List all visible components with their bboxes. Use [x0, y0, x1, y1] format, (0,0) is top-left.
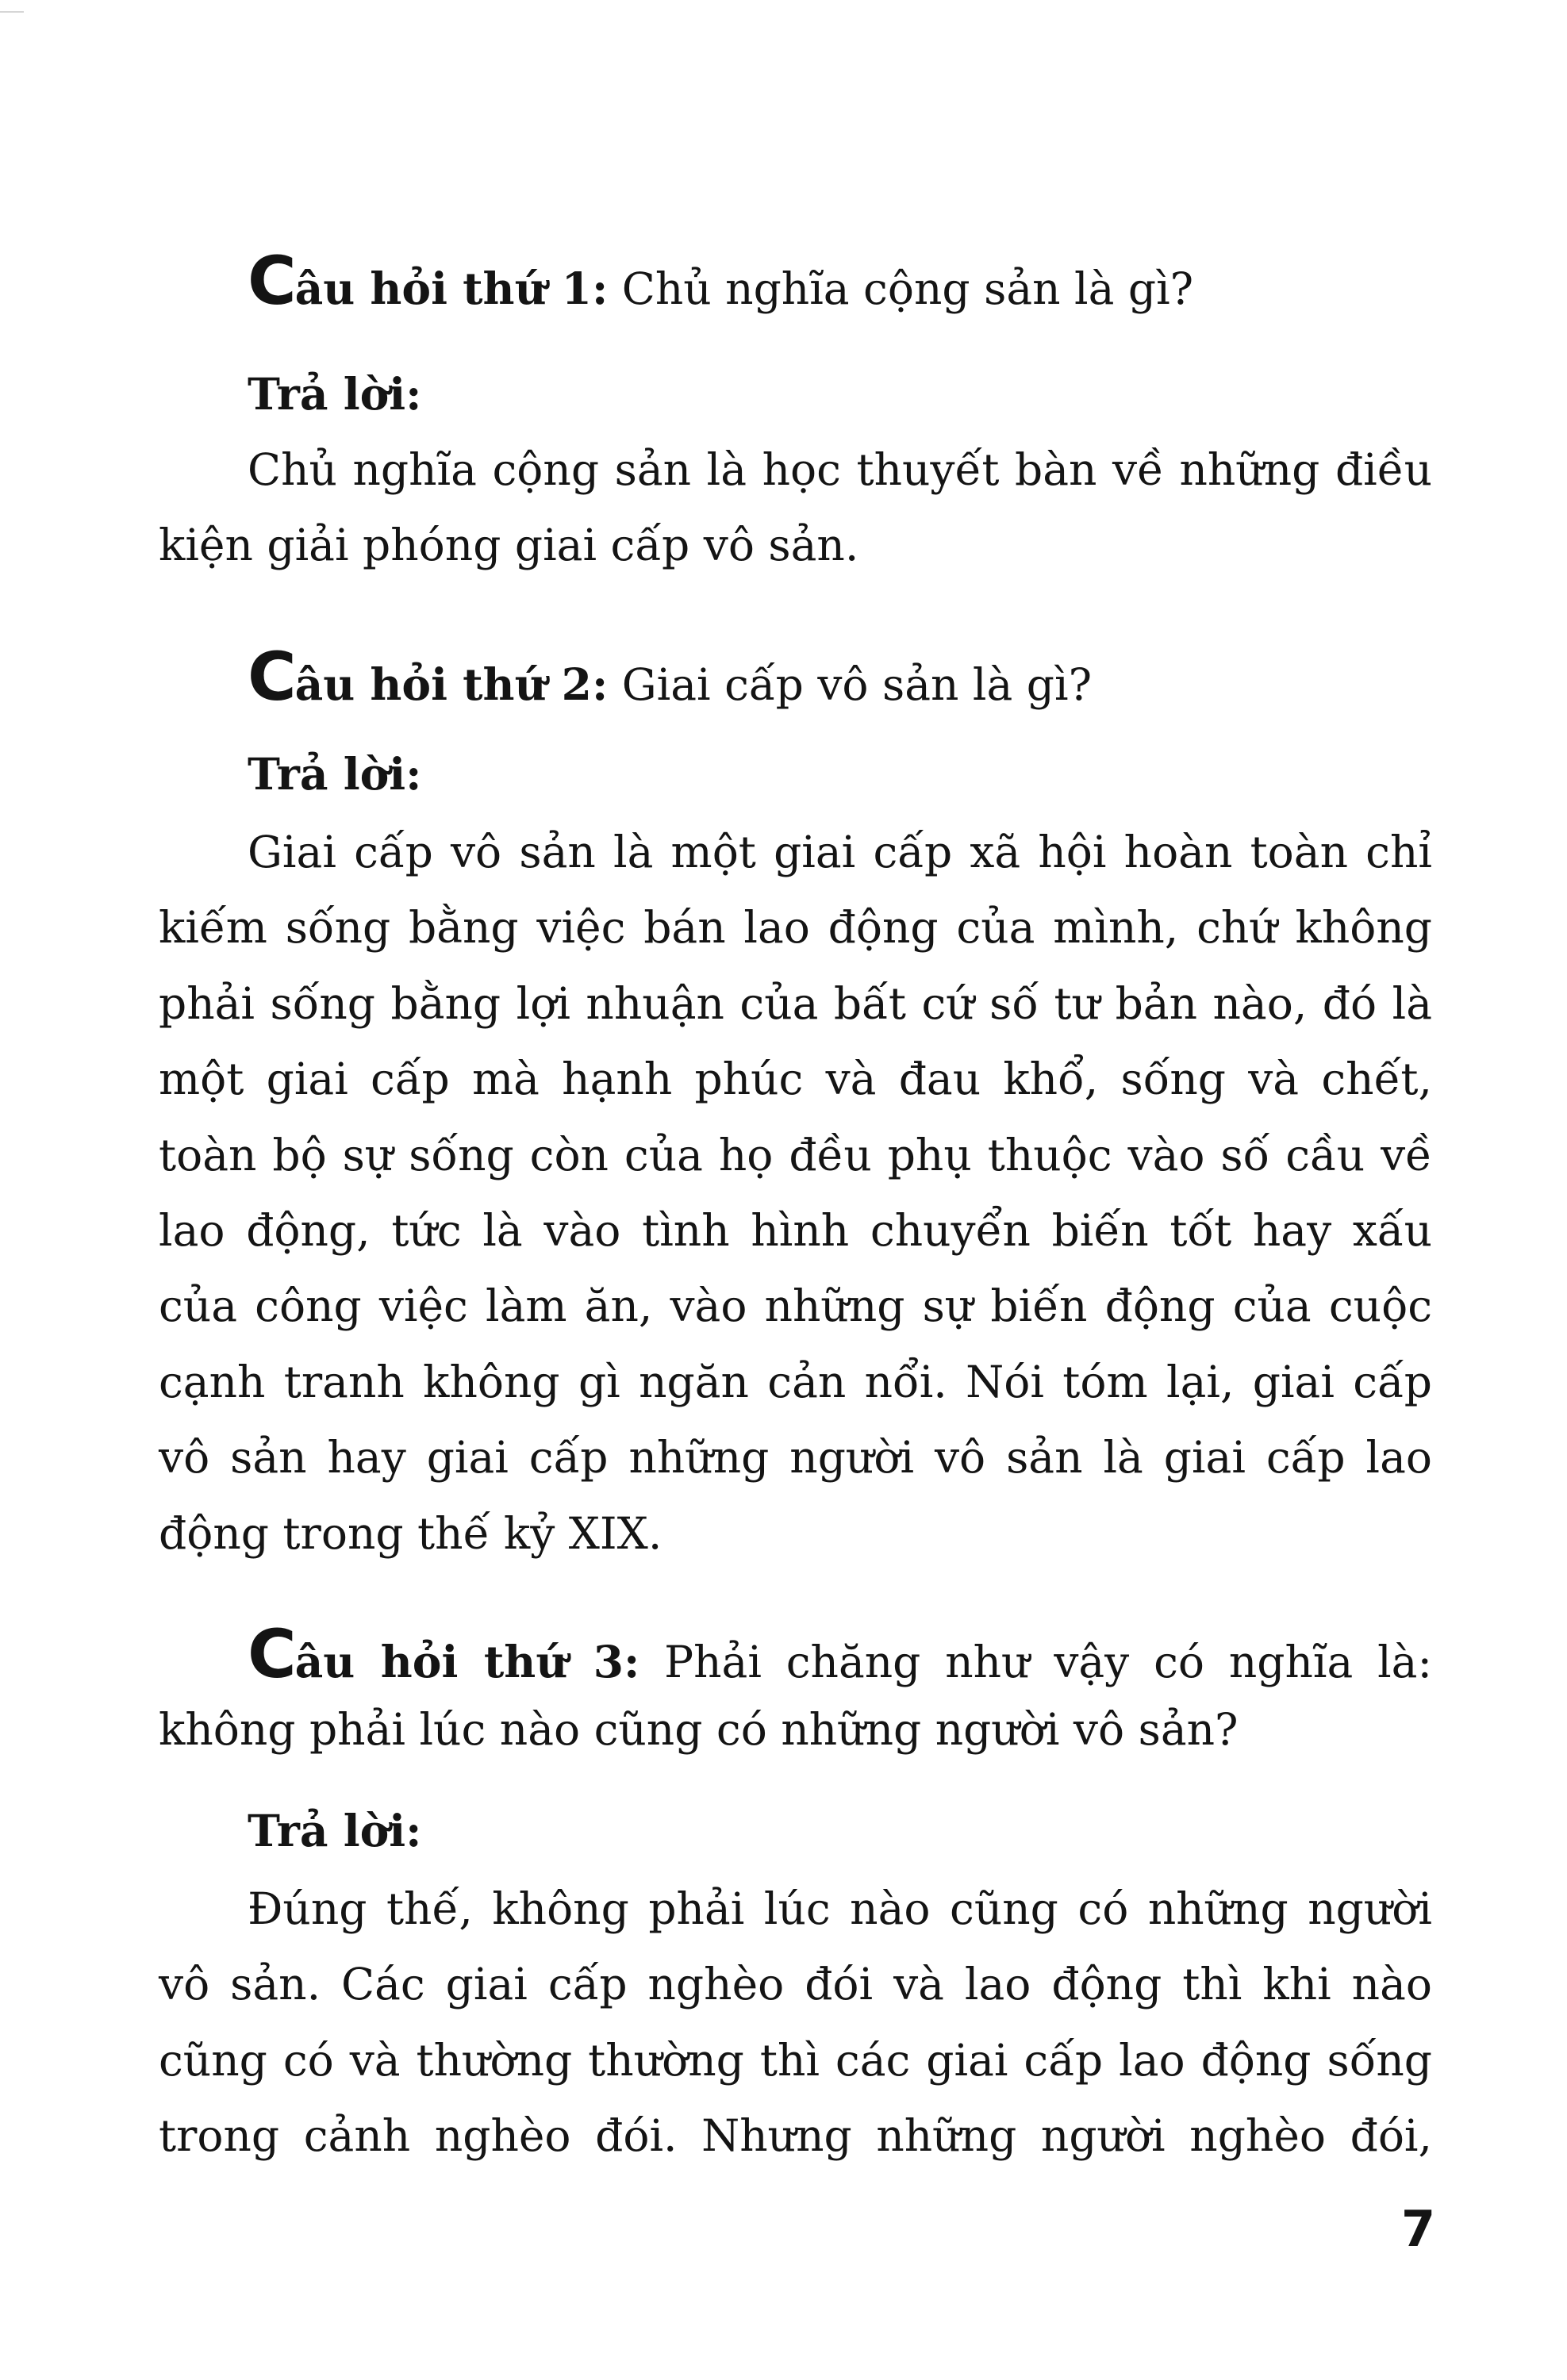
answer-line: Giai cấp vô sản là một giai cấp xã hội hoàn toàn chỉ [248, 827, 1432, 877]
answer-line: cạnh tranh không gì ngăn cản nổi. Nói tóm lại, giai cấp [159, 1356, 1432, 1407]
answer-2-text [159, 815, 1432, 1572]
answer-line: vô sản hay giai cấp những người vô sản là giai cấp lao [159, 1432, 1432, 1484]
answer-line: động trong thế kỷ XIX. [159, 1507, 663, 1559]
label-rest: âu hỏi thứ 2: [294, 658, 609, 710]
drop-initial: C [248, 638, 295, 716]
answer-3-label: Trả lời: [248, 1805, 422, 1856]
label-rest: âu hỏi thứ 1: [294, 263, 609, 314]
answer-line: trong cảnh nghèo đói. Nhưng những người nghèo đói, [159, 2110, 1432, 2162]
drop-initial: C [248, 1615, 295, 1693]
answer-line: một giai cấp mà hạnh phúc và đau khổ, sống và chết, [159, 1054, 1432, 1105]
question-2 [248, 639, 1092, 723]
answer-2-label: Trả lời: [248, 748, 422, 800]
answer-line: Chủ nghĩa cộng sản là học thuyết bàn về những điều [248, 444, 1432, 495]
answer-line: kiện giải phóng giai cấp vô sản. [159, 520, 859, 571]
question-3-line-1 [248, 1616, 1432, 1700]
label-rest: âu hỏi thứ 3: [294, 1636, 640, 1687]
question-3-label [248, 1615, 640, 1693]
question-3-text-line-2: không phải lúc nào cũng có những người vô sản? [159, 1704, 1239, 1755]
question-2-text: Giai cấp vô sản là gì? [621, 659, 1093, 710]
answer-line: kiếm sống bằng việc bán lao động của mình, chứ không [159, 902, 1432, 954]
question-1-text: Chủ nghĩa cộng sản là gì? [621, 263, 1194, 314]
answer-line: Đúng thế, không phải lúc nào cũng có những người [248, 1883, 1432, 1934]
answer-line: toàn bộ sự sống còn của họ đều phụ thuộc vào số cầu về [159, 1129, 1432, 1180]
answer-1-text [159, 432, 1432, 584]
answer-line: lao động, tức là vào tình hình chuyển biến tốt hay xấu [159, 1205, 1432, 1257]
answer-1-label: Trả lời: [248, 368, 422, 420]
question-1 [248, 243, 1193, 327]
answer-line: vô sản. Các giai cấp nghèo đói và lao động thì khi nào [159, 1959, 1432, 2010]
answer-line: phải sống bằng lợi nhuận của bất cứ số tư bản nào, đó là [159, 977, 1432, 1029]
answer-line: của công việc làm ăn, vào những sự biến động của cuộc [159, 1280, 1432, 1332]
question-1-label [248, 242, 609, 320]
answer-3-text [159, 1871, 1432, 2175]
question-3 [248, 1616, 1432, 1700]
page-number: 7 [1401, 2200, 1436, 2258]
scan-edge-mark [0, 11, 24, 13]
question-2-label [248, 638, 609, 716]
answer-line: cũng có và thường thường thì các giai cấp lao động sống [159, 2034, 1432, 2086]
question-3-continuation [159, 1691, 1239, 1768]
question-3-text: Phải chăng như vậy có nghĩa là: [664, 1637, 1432, 1687]
drop-initial: C [248, 242, 295, 320]
